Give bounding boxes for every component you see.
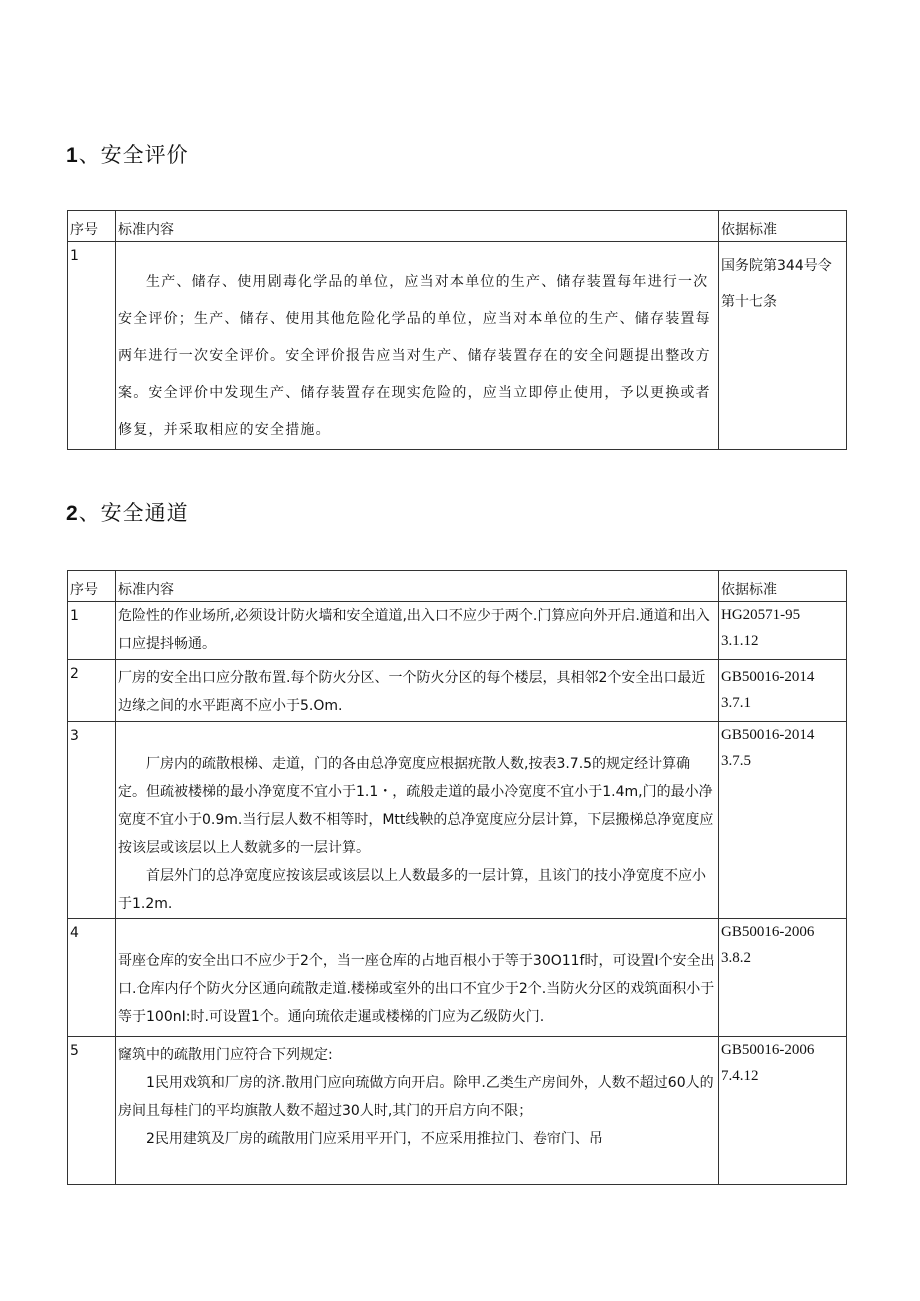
table-row [68, 722, 847, 919]
header-basis: 依据标准 [719, 571, 847, 602]
table-row [68, 919, 847, 1037]
table-row [68, 1037, 847, 1185]
safety-evaluation-table [67, 210, 847, 450]
section-1-heading: 、安全评价 [78, 143, 189, 167]
section-2-title [66, 497, 189, 527]
table-row [68, 660, 847, 722]
section-2-heading: 、安全通道 [78, 501, 189, 525]
row-content-text: 厂房内的疏散根梯、走道，门的各由总净宽度应根据疣散人数,按表3.7.5的规定经计算确定。但疏被楼梯的最小净宽度不宜小于1.1・，疏般走道的最小冷宽度不宜小于1.4m,门的最小净宽度不宜小于0.9m.当行层人数不相等时，Mtt线鞅的总净宽度应分层计算，下层搬梯总净宽度应按该层或该层以上人数就多的一层计算。 [118, 756, 714, 856]
row-content-intro: 窿筑中的疏散用门应符合下列规定: [118, 1047, 333, 1063]
header-basis: 依据标准 [719, 211, 847, 242]
row-number: 2 [68, 660, 116, 722]
basis-line-2: 第十七条 [721, 294, 777, 310]
basis-line-2: 3.8.2 [721, 950, 751, 966]
row-content [116, 1037, 719, 1185]
row-content-text-2: 首层外门的总净宽度应按该层或该层以上人数最多的一层计算，且该门的技小净宽度不应小于1.2m. [118, 868, 706, 912]
row-content-text: 哥座仓库的安全出口不应少于2个，当一座仓库的占地百根小于等于30O11f时，可设置I个安全出口.仓库内仔个防火分区通向疏散走道.楼梯或室外的出口不宜少于2个.当防火分区的戏筑面积小于等于100nI:时.可设置1个。通向琉依走暹或楼梯的门应为乙级防火门. [118, 953, 715, 1025]
basis-line-2: 3.7.5 [721, 753, 751, 769]
section-2-number: 2 [66, 502, 79, 525]
basis-line-1: GB50016-2006 [721, 924, 815, 940]
header-no: 序号 [68, 571, 116, 602]
row-number: 3 [68, 722, 116, 919]
basis-line-1: 国务院第344号令 [721, 258, 832, 274]
basis-line-2: 7.4.12 [721, 1068, 759, 1084]
row-basis [719, 919, 847, 1037]
basis-line-2: 3.1.12 [721, 633, 759, 649]
section-1-title [66, 139, 189, 169]
row-content [116, 722, 719, 919]
row-content [116, 602, 719, 660]
header-content: 标准内容 [116, 211, 719, 242]
row-content-text-2: 2民用建筑及厂房的疏散用门应采用平开门，不应采用推拉门、卷帘门、吊 [146, 1131, 603, 1147]
table-header-row [68, 571, 847, 602]
table-row [68, 602, 847, 660]
table-header-row [68, 211, 847, 242]
row-number: 5 [68, 1037, 116, 1185]
row-basis [719, 660, 847, 722]
basis-line-1: GB50016-2014 [721, 669, 815, 685]
row-basis [719, 242, 847, 450]
safety-passage-table [67, 570, 847, 1185]
row-content-text: 生产、储存、使用剧毒化学品的单位，应当对本单位的生产、储存装置每年进行一次安全评价；生产、储存、使用其他危险化学品的单位，应当对本单位的生产、储存装置每两年进行一次安全评价。安全评价报告应当对生产、储存装置存在的安全问题提出整改方案。安全评价中发现生产、储存装置存在现实危险的，应当立即停止使用，予以更换或者修复，并采取相应的安全措施。 [118, 274, 711, 438]
row-number: 1 [68, 602, 116, 660]
basis-line-1: HG20571-95 [721, 607, 801, 623]
basis-line-1: GB50016-2014 [721, 727, 815, 743]
row-basis [719, 722, 847, 919]
table-row [68, 242, 847, 450]
row-content [116, 242, 719, 450]
row-content-text: 厂房的安全出口应分散布置.每个防火分区、一个防火分区的每个楼层，具相邻2个安全出口最近边缘之间的水平距离不应小于5.Om. [118, 670, 706, 714]
row-basis [719, 602, 847, 660]
basis-line-1: GB50016-2006 [721, 1042, 815, 1058]
row-content-text: 1民用戏筑和厂房的济.散用门应向琉做方向开启。除甲.乙类生产房间外，人数不超过60人的房间且每桂门的平均旗散人数不超过30人时,其门的开启方向不限； [118, 1075, 714, 1119]
row-content [116, 660, 719, 722]
row-number: 1 [68, 242, 116, 450]
row-content-text: 危险性的作业场所,必须设计防火墙和安全道道,出入口不应少于两个.门算应向外开启.通道和出入口应提抖畅通。 [118, 608, 710, 652]
row-number: 4 [68, 919, 116, 1037]
header-no: 序号 [68, 211, 116, 242]
header-content: 标准内容 [116, 571, 719, 602]
section-1-number: 1 [66, 144, 79, 167]
basis-line-2: 3.7.1 [721, 695, 751, 711]
row-basis [719, 1037, 847, 1185]
row-content [116, 919, 719, 1037]
